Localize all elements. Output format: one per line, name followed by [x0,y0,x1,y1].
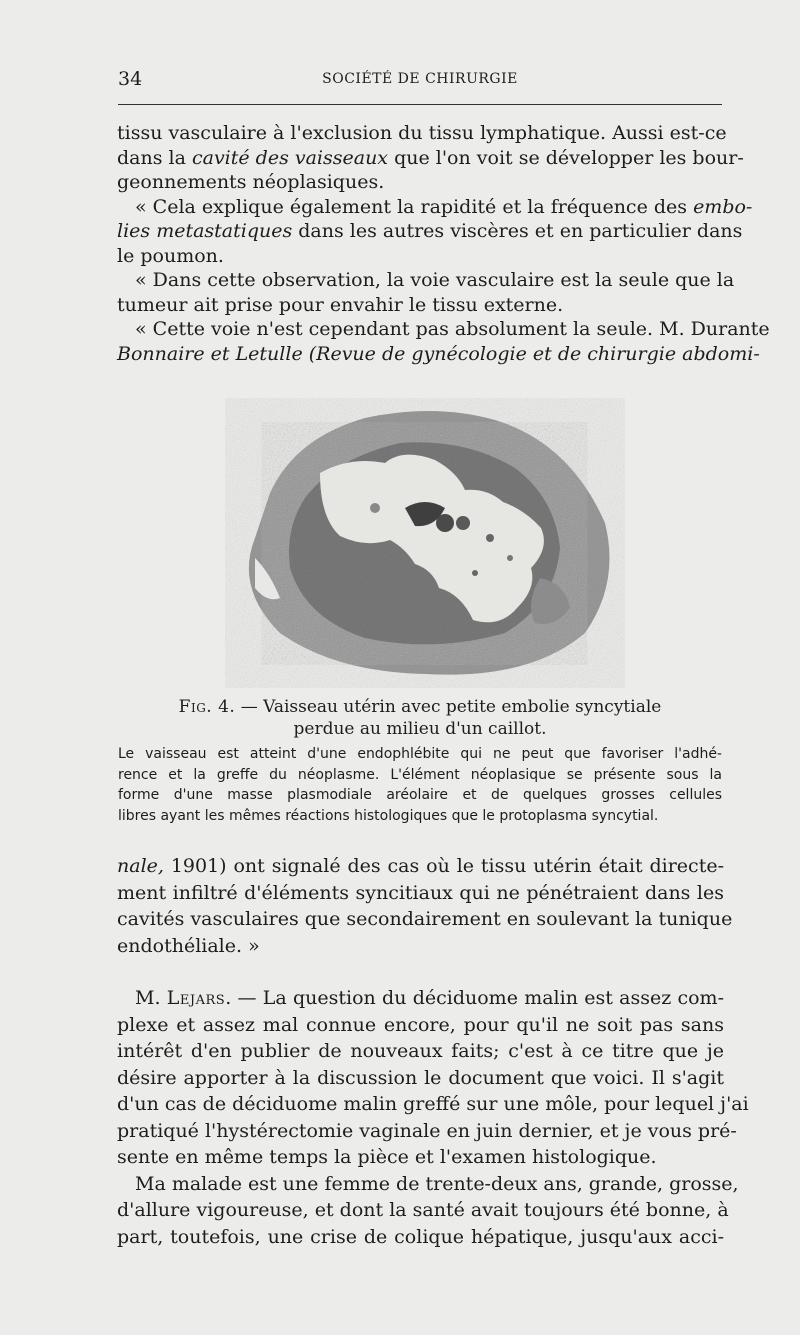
text-line: d'un cas de déciduome malin greffé sur une môle, pour lequel j'ai [117,1093,749,1115]
text-line: tumeur ait prise pour envahir le tissu externe. [117,293,564,316]
text-line: part, toutefois, une crise de colique hépatique, jusqu'aux acci- [117,1225,724,1248]
text-line: ment infiltré d'éléments syncitiaux qui ne pénétraient dans les [117,881,724,904]
text-line: désire apporter à la discussion le document que voici. Il s'agit [117,1066,724,1089]
page-header [118,68,722,98]
text-line: dans la cavité des vaisseaux que l'on voit se développer les bour- [117,146,744,169]
text-line: « Dans cette observation, la voie vasculaire est la seule que la [135,269,735,291]
text-line: « Cette voie n'est cependant pas absolument la seule. M. Durante [135,318,770,340]
text-line: sente en même temps la pièce et l'examen histologique. [117,1146,657,1168]
figure-legend [118,744,722,826]
text-line: pratiqué l'hystérectomie vaginale en juin dernier, et je vous pré- [117,1119,737,1142]
text-line: lies metastatiques dans les autres viscères et en particulier dans [117,220,743,242]
text-line: geonnements néoplasiques. [117,171,385,193]
text-line: nale, 1901) ont signalé des cas où le tissu utérin était directe- [117,855,724,877]
running-title: SOCIÉTÉ DE CHIRURGIE [322,71,518,87]
text-line: d'allure vigoureuse, et dont la santé avait toujours été bonne, à [117,1199,729,1221]
text-line: cavités vasculaires que secondairement en soulevant la tunique [117,908,733,930]
legend-line: forme d'une masse plasmodiale aréolaire et de quelques grosses cellules [118,787,722,803]
page-number: 34 [118,68,143,90]
histology-figure [225,398,625,688]
legend-line: libres ayant les mêmes réactions histologiques que le protoplasma syncytial. [118,807,659,824]
speaker-name: Lejars [166,987,226,1009]
lejars-paragraph [117,985,749,1250]
top-paragraphs [117,121,770,366]
legend-line: Le vaisseau est atteint d'une endophlébite qui ne peut que favoriser l'adhé- [118,746,722,762]
figure-caption [118,696,722,740]
caption-line: perdue au milieu d'un caillot. [293,719,547,739]
text-line: « Cela explique également la rapidité et la fréquence des embo- [135,195,753,218]
continued-paragraph [117,853,733,959]
text-line: endothéliale. » [117,934,260,957]
text-line: intérêt d'en publier de nouveaux faits; c'est à ce titre que je [117,1040,724,1062]
text-line: plexe et assez mal connue encore, pour qu'il ne soit pas sans [117,1013,724,1036]
header-rule [118,104,722,105]
caption-line: Fig. 4. — Vaisseau utérin avec petite embolie syncytiale [178,697,662,717]
text-line: Bonnaire et Letulle (Revue de gynécologie et de chirurgie abdomi- [117,342,760,365]
text-line: M. Lejars. — La question du déciduome malin est assez com- [135,987,724,1009]
legend-line: rence et la greffe du néoplasme. L'élément néoplasique se présente sous la [118,766,722,783]
text-line: tissu vasculaire à l'exclusion du tissu lymphatique. Aussi est-ce [117,122,727,144]
text-line: Ma malade est une femme de trente-deux ans, grande, grosse, [135,1172,739,1195]
text-line: le poumon. [117,244,224,267]
